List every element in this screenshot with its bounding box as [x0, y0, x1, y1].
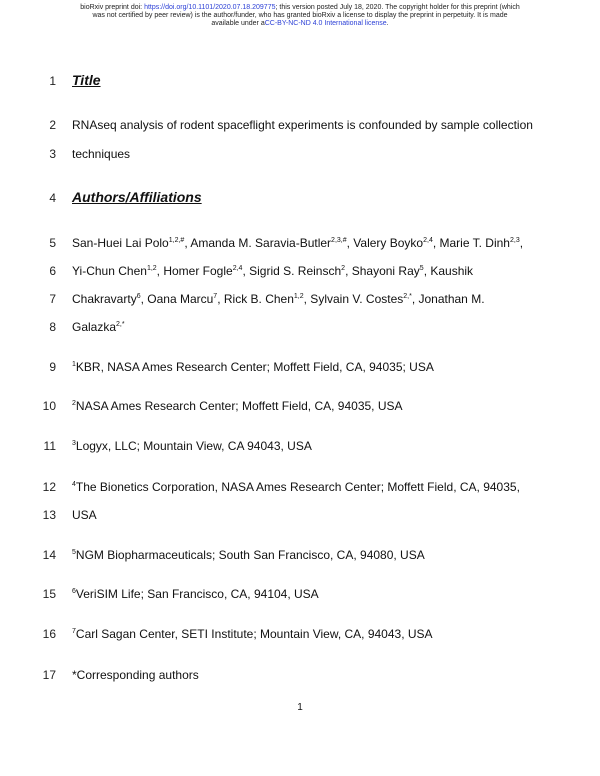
affiliation-superscript: 5: [419, 265, 424, 272]
line-number: 16: [42, 627, 56, 641]
affiliation-superscript: 2: [341, 265, 346, 272]
affiliation-superscript: 1,2: [146, 265, 157, 272]
line-number: 8: [49, 320, 56, 334]
line-text: , Kaushik: [423, 264, 474, 278]
line-number: 4: [49, 191, 56, 205]
preprint-header: [40, 4, 560, 28]
license-link[interactable]: CC-BY-NC-ND 4.0 International license: [264, 20, 387, 27]
manuscript-line: RNAseq analysis of rodent spaceflight experiments is confounded by sample collection: [72, 118, 533, 132]
affiliation-superscript: 3: [72, 440, 76, 447]
doi-link[interactable]: https://doi.org/10.1101/2020.07.18.209775: [144, 4, 276, 11]
manuscript-line: [72, 587, 552, 601]
line-text: , Homer Fogle: [156, 264, 233, 278]
affiliation-superscript: 2,*: [403, 293, 412, 300]
line-number: 2: [49, 118, 56, 132]
line-text: Carl Sagan Center, SETI Institute; Mountain View, CA, 94043, USA: [75, 627, 433, 641]
line-text: Logyx, LLC; Mountain View, CA 94043, USA: [75, 439, 312, 453]
manuscript-line: [72, 320, 552, 334]
manuscript-line: [72, 360, 552, 374]
line-text: , Shayoni Ray: [345, 264, 420, 278]
line-text: NGM Biopharmaceuticals; South San Francisco, CA, 94080, USA: [75, 548, 425, 562]
affiliation-superscript: 1,2: [293, 293, 304, 300]
line-text: ,: [519, 236, 524, 250]
manuscript-line: *Corresponding authors: [72, 668, 199, 682]
line-text: , Valery Boyko: [346, 236, 424, 250]
manuscript-line: USA: [72, 508, 97, 522]
manuscript-line: [72, 627, 552, 641]
line-text: NASA Ames Research Center; Moffett Field, CA, 94035, USA: [75, 399, 403, 413]
affiliation-superscript: 2: [72, 400, 76, 407]
line-number: 11: [43, 439, 56, 453]
line-text: Galazka: [72, 320, 117, 334]
manuscript-line: [72, 399, 552, 413]
affiliation-superscript: 1,2,#: [168, 237, 185, 244]
affiliation-superscript: 6: [136, 293, 141, 300]
line-number: 14: [42, 548, 56, 562]
line-number: 1: [49, 74, 56, 88]
affiliation-superscript: 2,3,#: [331, 237, 347, 244]
affiliation-superscript: 2,*: [116, 321, 125, 328]
page-number: 1: [297, 702, 303, 713]
line-text: VeriSIM Life; San Francisco, CA, 94104, USA: [75, 587, 319, 601]
affiliation-superscript: 1: [72, 361, 76, 368]
affiliation-superscript: 7: [72, 628, 76, 635]
manuscript-line: [72, 548, 552, 562]
manuscript-line: [72, 236, 552, 250]
line-text: , Amanda M. Saravia-Butler: [184, 236, 332, 250]
line-number: 12: [42, 480, 56, 494]
header-line1-pre: bioRxiv preprint doi:: [80, 4, 145, 11]
manuscript-line: [72, 292, 552, 306]
line-text: , Marie T. Dinh: [432, 236, 510, 250]
affiliation-superscript: 7: [213, 293, 218, 300]
line-number: 17: [42, 668, 56, 682]
header-line3-pre: available under a: [211, 20, 265, 27]
line-number: 7: [49, 292, 56, 306]
line-text: San-Huei Lai Polo: [72, 236, 169, 250]
manuscript-line: [72, 480, 552, 494]
affiliation-superscript: 2,4: [423, 237, 433, 244]
line-text: , Rick B. Chen: [217, 292, 294, 306]
line-text: Yi-Chun Chen: [72, 264, 147, 278]
line-number: 6: [49, 264, 56, 278]
section-heading: Authors/Affiliations: [72, 189, 202, 205]
manuscript-line: [72, 264, 552, 278]
header-line3-post: .: [386, 20, 389, 27]
line-number: 13: [42, 508, 56, 522]
line-number: 15: [42, 587, 56, 601]
line-number: 5: [49, 236, 56, 250]
affiliation-superscript: 2,4: [232, 265, 243, 272]
affiliation-superscript: 5: [72, 549, 76, 556]
line-number: 10: [42, 399, 56, 413]
manuscript-line: techniques: [72, 147, 131, 161]
line-text: , Oana Marcu: [140, 292, 214, 306]
manuscript-line: [72, 439, 552, 453]
line-text: The Bionetics Corporation, NASA Ames Research Center; Moffett Field, CA, 94035,: [75, 480, 520, 494]
affiliation-superscript: 4: [72, 481, 76, 488]
header-line2: was not certified by peer review) is the author/funder, who has granted bioRxiv a license to display the preprint in perpetuity. It is made: [92, 12, 508, 19]
line-text: , Jonathan M.: [411, 292, 485, 306]
affiliation-superscript: 2,3: [509, 237, 520, 244]
line-number: 9: [49, 360, 56, 374]
line-text: , Sigrid S. Reinsch: [242, 264, 342, 278]
line-text: , Sylvain V. Costes: [303, 292, 404, 306]
section-heading: Title: [72, 72, 101, 88]
header-line1-post: ; this version posted July 18, 2020. The copyright holder for this preprint (which: [275, 4, 520, 11]
line-text: Chakravarty: [72, 292, 137, 306]
line-text: KBR, NASA Ames Research Center; Moffett Field, CA, 94035; USA: [75, 360, 434, 374]
affiliation-superscript: 6: [72, 588, 76, 595]
line-number: 3: [49, 147, 56, 161]
